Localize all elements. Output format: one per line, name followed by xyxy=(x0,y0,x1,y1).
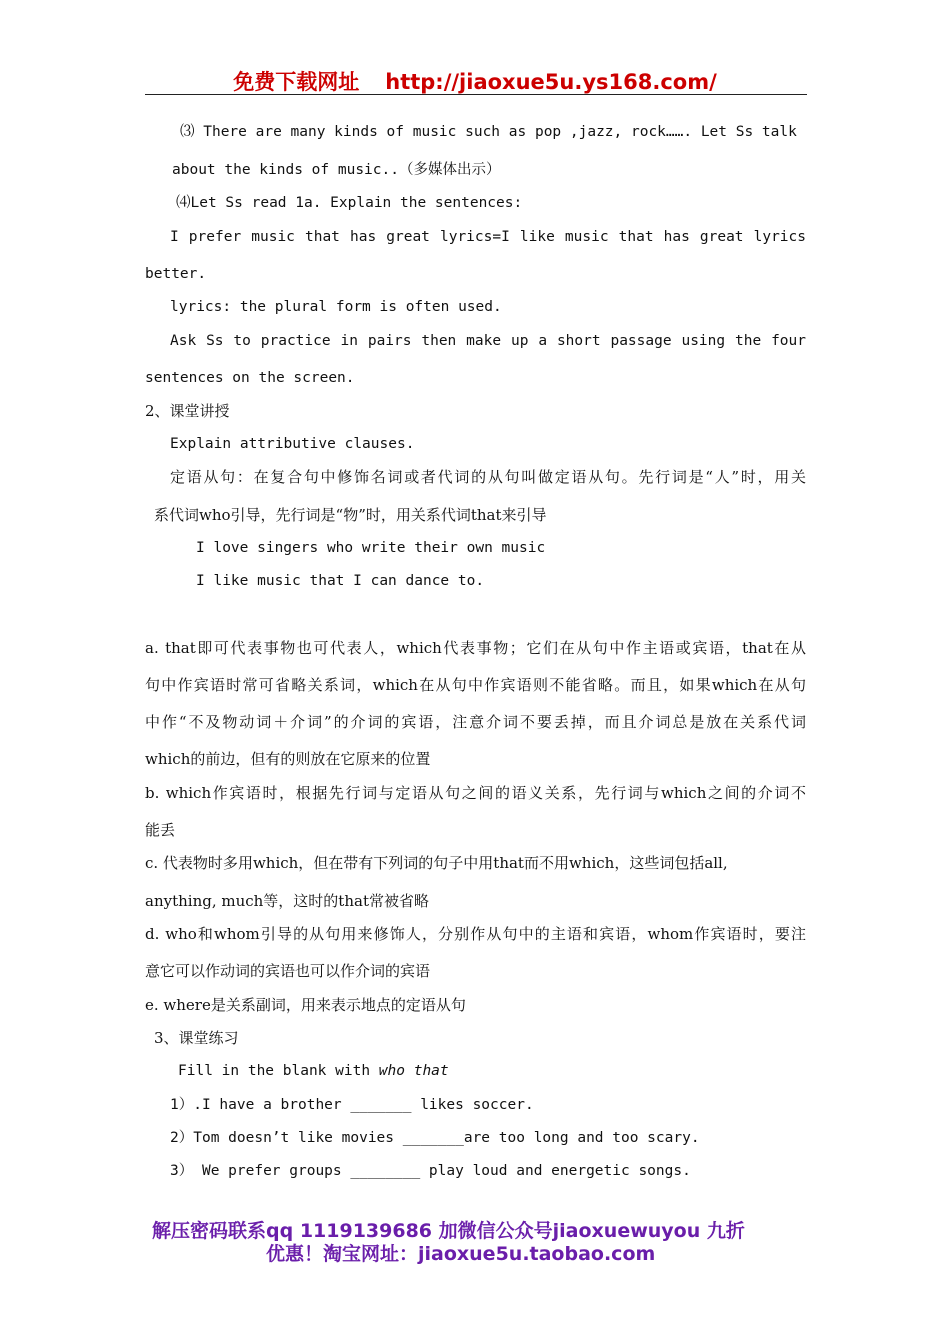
section-2-title: 2、课堂讲授 xyxy=(145,402,230,420)
fill-instruction-prefix: Fill in the blank with xyxy=(178,1063,379,1079)
example-sentence-1: I love singers who write their own music xyxy=(196,540,546,556)
definition-line-2: 系代词who引导，先行词是“物”时，用关系代词that来引导 xyxy=(154,506,547,524)
paragraph-4: ⑷Let Ss read 1a. Explain the sentences: xyxy=(176,195,523,211)
section-3-title: 3、课堂练习 xyxy=(154,1029,239,1047)
rule-b-line-2: 能丢 xyxy=(145,821,176,839)
exercise-1: 1）.I have a brother _______ likes soccer. xyxy=(170,1097,534,1113)
fill-instruction-words: who that xyxy=(378,1063,449,1079)
rule-c-line-2: anything, much等，这时的that常被省略 xyxy=(145,892,429,910)
rule-b-line-1: b. which作宾语时，根据先行词与定语从句之间的语义关系，先行词与which之间的介词不 xyxy=(145,784,806,802)
rule-c-line-1: c. 代表物时多用which，但在带有下列词的句子中用that而不用which，这些词包括all, xyxy=(145,854,728,872)
lyrics-note: lyrics: the plural form is often used. xyxy=(170,299,502,315)
rule-d-line-1: d. who和whom引导的从句用来修饰人，分别作从句中的主语和宾语，whom作宾语时，要注 xyxy=(145,925,806,943)
exercise-2: 2）Tom doesn’t like movies _______are too long and too scary. xyxy=(170,1130,700,1146)
paragraph-3-line-2: about the kinds of music..（多媒体出示） xyxy=(172,162,501,178)
explain-line: Explain attributive clauses. xyxy=(170,436,415,452)
fill-instruction xyxy=(178,1061,449,1081)
header-divider xyxy=(145,94,807,95)
exercise-3: 3） We prefer groups ________ play loud and energetic songs. xyxy=(170,1163,691,1179)
footer-line-2: 优惠！淘宝网址：jiaoxue5u.taobao.com xyxy=(266,1243,656,1265)
prefer-sentence-line-1: I prefer music that has great lyrics=I like music that has great lyrics xyxy=(170,229,806,245)
rule-a-line-1: a. that即可代表事物也可代表人，which代表事物；它们在从句中作主语或宾语，that在从 xyxy=(145,639,806,657)
rule-e: e. where是关系副词，用来表示地点的定语从句 xyxy=(145,996,466,1014)
footer-line-1: 解压密码联系qq 1119139686 加微信公众号jiaoxuewuyou 九折 xyxy=(152,1220,745,1242)
header-url-link[interactable]: http://jiaoxue5u.ys168.com/ xyxy=(385,70,717,94)
definition-line-1: 定语从句：在复合句中修饰名词或者代词的从句叫做定语从句。先行词是“人”时，用关 xyxy=(170,468,806,486)
header-banner xyxy=(145,66,805,96)
rule-a-line-2: 句中作宾语时常可省略关系词，which在从句中作宾语则不能省略。而且，如果which在从句 xyxy=(145,676,806,694)
ask-line-2: sentences on the screen. xyxy=(145,370,355,386)
ask-line-1: Ask Ss to practice in pairs then make up a short passage using the four xyxy=(170,333,806,349)
example-sentence-2: I like music that I can dance to. xyxy=(196,573,485,589)
paragraph-3-line-1: ⑶ There are many kinds of music such as pop ,jazz, rock……. Let Ss talk xyxy=(180,124,797,140)
header-label: 免费下载网址 xyxy=(233,70,360,94)
rule-d-line-2: 意它可以作动词的宾语也可以作介词的宾语 xyxy=(145,962,431,980)
prefer-sentence-line-2: better. xyxy=(145,266,207,282)
rule-a-line-3: 中作“不及物动词＋介词”的介词的宾语，注意介词不要丢掉，而且介词总是放在关系代词 xyxy=(145,713,806,731)
rule-a-line-4: which的前边，但有的则放在它原来的位置 xyxy=(145,750,431,768)
